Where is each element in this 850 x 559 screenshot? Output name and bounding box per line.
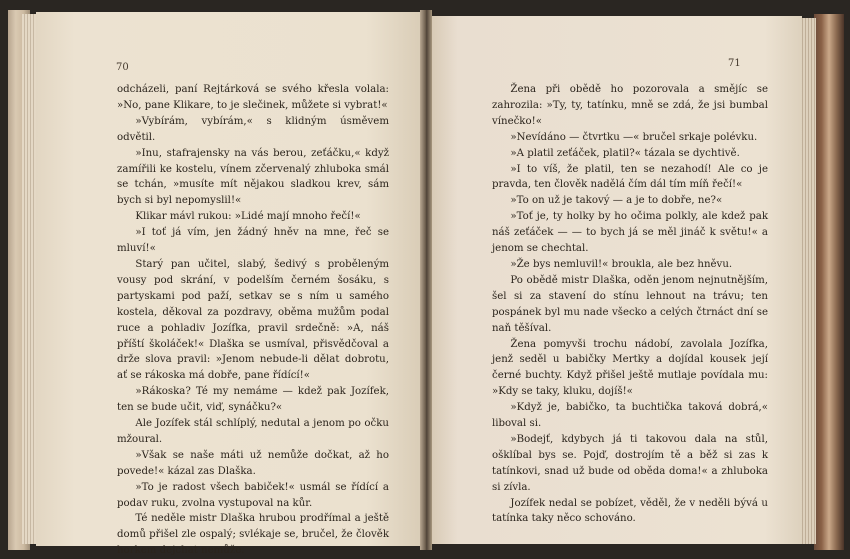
paragraph: Jozífek nedal se pobízet, věděl, že v neděli bývá u tatínka taky něco schováno. bbox=[492, 497, 768, 525]
paragraph: »Že bys nemluvil!« broukla, ale bez hněvu. bbox=[510, 258, 733, 270]
right-page-number: 71 bbox=[728, 58, 741, 69]
paragraph: Po obědě mistr Dlaška, oděn jenom nejnutnějším, šel si za stavení do stínu lehnout na trávu; ten pospánek byl mu nade všecko a celých čtrnáct dní se naň těšíval. bbox=[492, 274, 768, 334]
paragraph: Žena pomyvši trochu nádobí, zavolala Jozífka, jenž seděl u babičky Mertky a dojídal kousek její černé buchty. Když přišel ještě mutlaje povídala mu: »Kdy se taky, kluku, dojíš!« bbox=[492, 338, 768, 398]
right-page bbox=[428, 16, 802, 544]
paragraph: »I toť já vím, jen žádný hněv na mne, řeč se mluví!« bbox=[117, 227, 389, 255]
paragraph: »Vybírám, vybírám,« s klidným úsměvem odvětil. bbox=[117, 115, 389, 143]
paragraph: »Nevídáno — čtvrtku —« bručel srkaje polévku. bbox=[510, 131, 758, 143]
paragraph: »Toť je, ty holky by ho očima polkly, ale kdež pak náš zeťáček — — to bych já se měl jináč k světu!« a jenom se chechtal. bbox=[492, 211, 768, 255]
paragraph: Ale Jozífek stál schlíplý, nedutal a jenom po očku mžoural. bbox=[117, 418, 389, 445]
paragraph: »A platil zeťáček, platil?« tázala se dychtivě. bbox=[510, 147, 740, 159]
paragraph: Žena při obědě ho pozorovala a smějíc se zahrozila: »Ty, ty, tatínku, mně se zdá, že jsi bumbal vínečko!« bbox=[492, 84, 768, 127]
paragraph: Klikar mávl rukou: »Lidé mají mnoho řečí!« bbox=[135, 211, 361, 223]
paragraph: »To on už je takový — a je to dobře, ne?« bbox=[510, 195, 723, 207]
left-page bbox=[36, 12, 425, 557]
page-edges-right bbox=[800, 18, 816, 544]
paragraph: »Však se naše máti už nemůže dočkat, až ho povede!« kázal zas Dlaška. bbox=[117, 449, 389, 477]
paragraph: Té neděle mistr Dlaška hrubou prodřímal a ještě domů přišel zle ospalý; svlékaje se, bručel, že člověk horkem dejchat nemůže. bbox=[117, 513, 389, 557]
paragraph: odcházeli, paní Rejtárková se svého křesla volala: »No, pane Klikare, to je slečinek, můžete si vybrat!« bbox=[117, 84, 389, 111]
book-gutter bbox=[420, 10, 432, 550]
paragraph: »Bodejť, kdybych já ti takovou dala na stůl, ošklíbal bys se. Pojď, dostrojím tě a běž si zas k tatínkovi, snad už bude od oběda doma!« a zhluboka si zívla. bbox=[492, 433, 768, 493]
paragraph: »To je radost všech babiček!« usmál se řídící a podav ruku, zvolna vystupoval na kůr. bbox=[117, 481, 389, 509]
right-page-text bbox=[492, 82, 768, 527]
paragraph: »I to víš, že platil, ten se nezahodí! Ale co je pravda, ten člověk nadělá čím dál tím míň řečí!« bbox=[492, 163, 768, 191]
paragraph: Starý pan učitel, slabý, šedivý s proběleným vousy pod skrání, v podelším černém šosáku, s partyskami pod paží, setkav se s ním u samého kostela, děkoval za pozdravy, oběma mužům podal ruce a pohladiv Jozífka, pravil srdečně: »A, náš příští školáček!« Dlaška se usmíval, přisvědčoval a drže slova pravil: »Jenom nebude-li dělat dobrotu, ať se rákoska má dobře, pane řídící!« bbox=[117, 258, 389, 382]
left-page-number: 70 bbox=[116, 62, 129, 73]
left-page-text bbox=[117, 82, 389, 559]
book-cover-right bbox=[814, 14, 844, 550]
paragraph: »Rákoska? Té my nemáme — kdež pak Jozífek, ten se bude učit, viď, synáčku?« bbox=[117, 386, 389, 414]
paragraph: »Inu, stafrajensky na vás berou, zeťáčku,« když zamířili ke kostelu, vínem zčervenalý zhluboka smál se tchán, »musíte mít nějakou sladkou krev, sám bych si byl nepomyslil!« bbox=[117, 147, 389, 207]
paragraph: »Když je, babičko, ta buchtička taková dobrá,« liboval si. bbox=[492, 402, 768, 430]
